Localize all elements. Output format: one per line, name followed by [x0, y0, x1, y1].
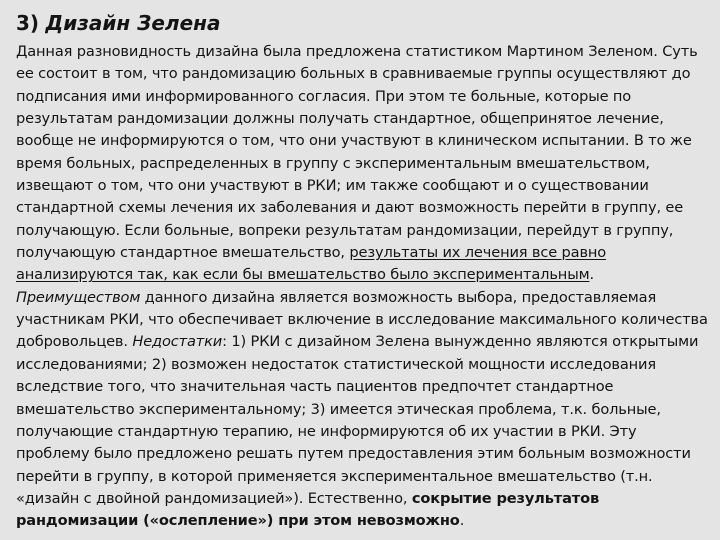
disadvantage-text: : 1) РКИ с дизайном Зелена вынужденно являются открытыми исследованиями; 2) возможен недостаток статистической мощности исследования вследствие того, что значительная часть пациентов предпочтет стандартное вмешательство экспериментальному; 3) имеется этическая проблема, т.к. больные, получающие стандартную терапию, не информируются об их участии в РКИ. Эту проблему было предложено решать путем предоставления этим больным возможности перейти в группу, в которой применяется экспериментальное вмешательство (т.н. «дизайн с двойной рандомизацией»). Естественно,: [16, 333, 699, 507]
title-text: Дизайн Зелена: [45, 11, 221, 35]
conclusion-punctuation: .: [459, 512, 465, 530]
disadvantage-label: Недостатки: [132, 333, 223, 351]
advantage-label: Преимуществом: [16, 288, 141, 306]
title-number: 3): [16, 11, 40, 35]
body-punctuation: .: [589, 266, 594, 284]
slide-title: [16, 9, 710, 37]
bold-conclusion: сокрытие результатов рандомизации («ослепление») при этом невозможно: [16, 489, 600, 530]
body-paragraph-intro: Данная разновидность дизайна была предложена статистиком Мартином Зеленом. Суть ее состоит в том, что рандомизацию больных в сравниваемые группы осуществляют до подписания ими информированного согласия. При этом те больные, которые по результатам рандомизации должны получать стандартное, общепринятое лечение, вообще не информируются о том, что они участвуют в клиническом испытании. В то же время больных, распределенных в группу с экспериментальным вмешательством, извещают о том, что они участвуют в РКИ; им также сообщают и о существовании стандартной схемы лечения их заболевания и дают возможность перейти в группу, ее получающую. Если больные, вопреки результатам рандомизации, перейдут в группу, получающую стандартное вмешательство,: [16, 43, 698, 262]
body-text: [16, 41, 710, 533]
advantage-text: данного дизайна является возможность выбора, предоставляемая участникам РКИ, что обеспечивает включение в исследование максимального количества добровольцев.: [16, 288, 708, 351]
underlined-statement: результаты их лечения все равно анализируются так, как если бы вмешательство было экспериментальным: [16, 244, 607, 284]
